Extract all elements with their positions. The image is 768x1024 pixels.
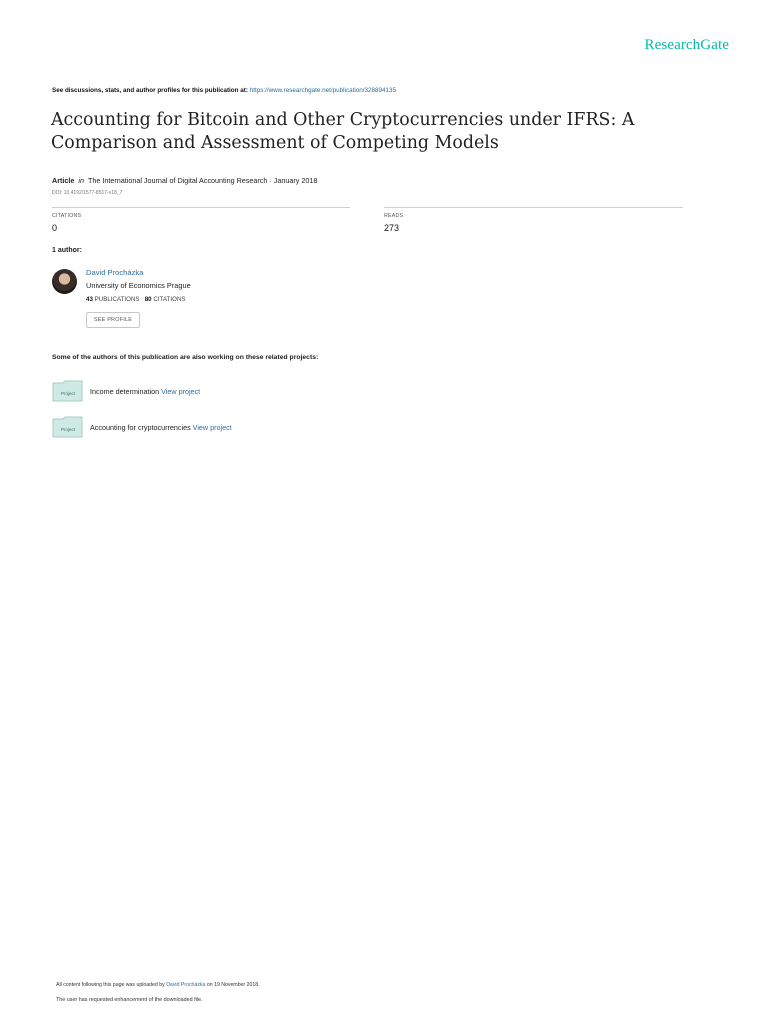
project-row bbox=[90, 387, 200, 396]
author-publications-label: PUBLICATIONS bbox=[94, 296, 140, 303]
uploader-link[interactable]: David Procházka bbox=[166, 982, 206, 988]
publication-type: Article bbox=[52, 176, 75, 185]
publication-link[interactable]: https://www.researchgate.net/publication/328894135 bbox=[249, 87, 397, 94]
author-name-link[interactable]: David Procházka bbox=[86, 268, 144, 277]
project-folder-icon bbox=[52, 416, 83, 438]
project-item bbox=[52, 380, 83, 407]
discussion-line bbox=[52, 87, 396, 94]
reads-label: READS bbox=[384, 213, 404, 219]
publication-meta bbox=[52, 176, 317, 185]
author-stats bbox=[86, 296, 185, 303]
authors-heading: 1 author: bbox=[52, 247, 82, 254]
author-publications-count: 43 bbox=[86, 296, 93, 303]
upload-suffix: on 19 November 2018. bbox=[206, 982, 260, 988]
citations-divider bbox=[52, 207, 350, 208]
citations-value: 0 bbox=[52, 223, 58, 233]
upload-prefix: All content following this page was uploaded by bbox=[56, 982, 165, 988]
project-folder-icon bbox=[52, 380, 83, 402]
see-profile-button[interactable]: SEE PROFILE bbox=[86, 312, 140, 328]
project-name: Accounting for cryptocurrencies bbox=[90, 423, 191, 432]
publication-in: in bbox=[78, 176, 84, 185]
enhancement-notice: The user has requested enhancement of the downloaded file. bbox=[56, 997, 203, 1003]
upload-notice bbox=[56, 982, 260, 988]
project-name: Income determination bbox=[90, 387, 160, 396]
author-institution: University of Economics Prague bbox=[86, 281, 191, 290]
publication-doi: DOI: 10.4192/1577-8517-v18_7 bbox=[52, 190, 123, 196]
project-icon-label: Project bbox=[60, 427, 76, 432]
view-project-link[interactable]: View project bbox=[192, 423, 232, 432]
project-icon-label: Project bbox=[60, 391, 76, 396]
researchgate-logo[interactable]: ResearchGate bbox=[644, 37, 729, 53]
publication-title: Accounting for Bitcoin and Other Cryptocurrencies under IFRS: A Comparison and Assessment of Competing Models bbox=[51, 110, 635, 153]
related-projects-heading: Some of the authors of this publication are also working on these related projects: bbox=[52, 354, 319, 361]
discussion-text: See discussions, stats, and author profiles for this publication at: bbox=[52, 87, 248, 94]
reads-value: 273 bbox=[384, 223, 400, 233]
reads-divider bbox=[384, 207, 683, 208]
author-citations-label: CITATIONS bbox=[153, 296, 186, 303]
project-item bbox=[52, 416, 83, 443]
author-avatar[interactable] bbox=[52, 269, 77, 294]
citations-label: CITATIONS bbox=[52, 213, 82, 219]
project-row bbox=[90, 423, 232, 432]
publication-journal[interactable]: The International Journal of Digital Accounting Research · January 2018 bbox=[87, 176, 318, 185]
view-project-link[interactable]: View project bbox=[161, 387, 201, 396]
author-citations-count: 80 bbox=[144, 296, 152, 303]
